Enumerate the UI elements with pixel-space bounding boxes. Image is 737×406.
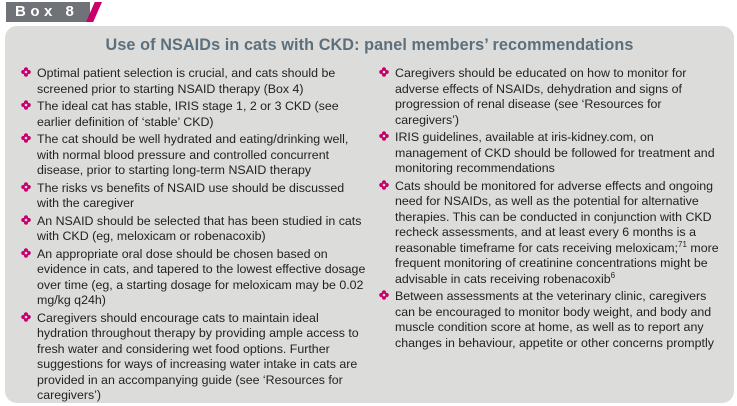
list-item: Optimal patient selection is crucial, and cats should be screened prior to starting NSAID therapy (Box 4) xyxy=(21,66,366,97)
flower-bullet-icon xyxy=(379,180,389,190)
left-column xyxy=(21,66,366,406)
list-item: An appropriate oral dose should be chosen based on evidence in cats, and tapered to the lowest effective dosage over time (eg, a starting dosage for meloxicam may be 0.02 mg/kg q24h) xyxy=(21,247,366,309)
flower-bullet-icon xyxy=(21,100,31,110)
list-item: Caregivers should be educated on how to monitor for adverse effects of NSAIDs, dehydration and signs of progression of renal disease (see ‘Resources for caregivers’) xyxy=(379,66,727,128)
flower-bullet-icon xyxy=(21,215,31,225)
panel-title: Use of NSAIDs in cats with CKD: panel members’ recommendations xyxy=(105,36,634,54)
list-item: An NSAID should be selected that has been studied in cats with CKD (eg, meloxicam or robenacoxib) xyxy=(21,214,366,245)
list-item: Caregivers should encourage cats to maintain ideal hydration throughout therapy by providing ample access to fresh water and considering wet food options. Further suggestions for ways of increasing water intake in cats are provided in an accompanying guide (see ‘Resources for caregivers’) xyxy=(21,311,366,404)
box-label: Box 8 xyxy=(6,2,90,22)
flower-bullet-icon xyxy=(379,290,389,300)
list-item: Between assessments at the veterinary clinic, caregivers can be encouraged to monitor body weight, and body and muscle condition score at home, as well as to report any changes in behaviour, appetite or other concerns promptly xyxy=(379,289,727,351)
list-item: IRIS guidelines, available at iris-kidney.com, on management of CKD should be followed for treatment and monitoring recommendations xyxy=(379,130,727,177)
flower-bullet-icon xyxy=(21,182,31,192)
flower-bullet-icon xyxy=(379,131,389,141)
flower-bullet-icon xyxy=(21,248,31,258)
citation-superscript: 6 xyxy=(610,270,616,280)
flower-bullet-icon xyxy=(21,133,31,143)
list-item: Cats should be monitored for adverse effects and ongoing need for NSAIDs, as well as the potential for alternative therapies. This can be conducted in conjunction with CKD recheck assessments, and at least every 6 months is a reasonable timeframe for cats receiving meloxicam;$^{71}$ more frequent monitoring of creatinine concentrations might be advisable in cats receiving robenacoxib$^6$ xyxy=(379,179,727,288)
list-item: The cat should be well hydrated and eating/drinking well, with normal blood pressure and controlled concurrent disease, prior to starting long-term NSAID therapy xyxy=(21,132,366,179)
list-item: The risks vs benefits of NSAID use should be discussed with the caregiver xyxy=(21,181,366,212)
list-item: The ideal cat has stable, IRIS stage 1, 2 or 3 CKD (see earlier definition of ‘stable’ CKD) xyxy=(21,99,366,130)
recommendations-panel xyxy=(5,26,734,403)
flower-bullet-icon xyxy=(21,312,31,322)
right-column xyxy=(379,66,727,353)
flower-bullet-icon xyxy=(21,67,31,77)
citation-superscript: 71 xyxy=(678,239,687,249)
flower-bullet-icon xyxy=(379,67,389,77)
